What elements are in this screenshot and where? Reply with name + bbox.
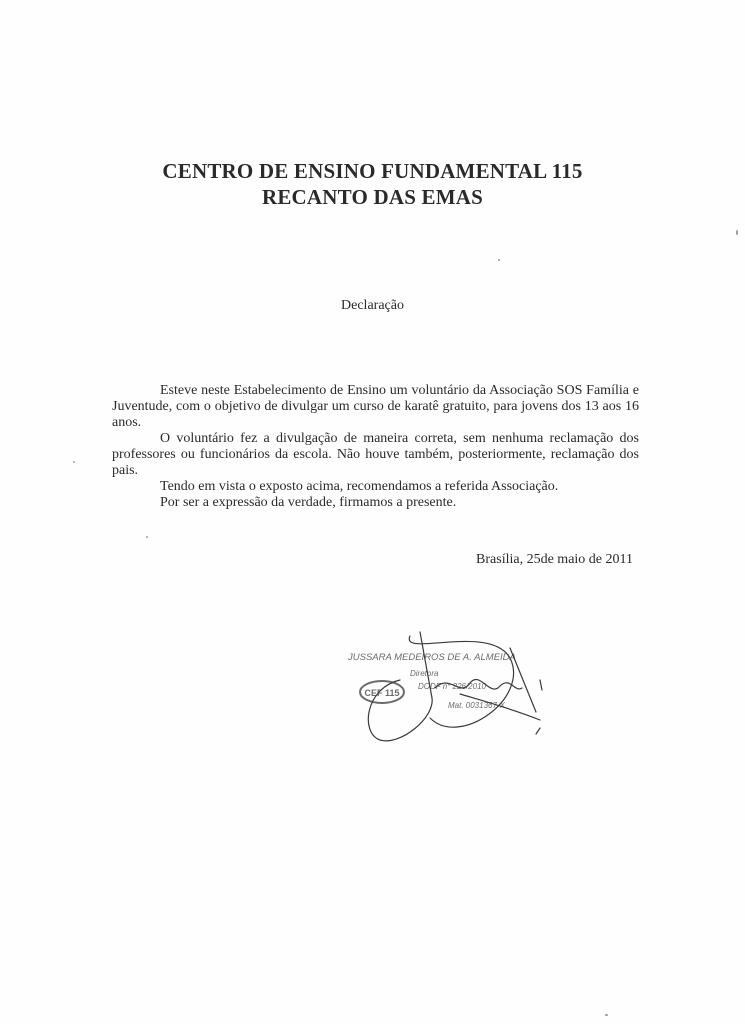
handwritten-signature xyxy=(368,632,542,741)
document-title: Declaração xyxy=(341,298,404,313)
paper-speck xyxy=(736,230,738,235)
stamp-name: JUSSARA MEDEIROS DE A. ALMEIDA xyxy=(348,652,516,663)
paper-speck xyxy=(605,1014,608,1016)
paper-speck xyxy=(73,461,75,463)
date-line: Brasília, 25de maio de 2011 xyxy=(476,552,633,567)
logo-text: CEF 115 xyxy=(364,688,400,698)
paragraph-intro: Esteve neste Estabelecimento de Ensino um voluntário da Associação SOS Família e Juventude, com o objetivo de divulgar um curso de karatê gratuito, para jovens dos 13 aos 16 anos. xyxy=(112,383,639,430)
paragraph-recommendation: Tendo em vista o exposto acima, recomendamos a referida Associação. xyxy=(160,479,559,494)
paragraph-conduct: O voluntário fez a divulgação de maneira correta, sem nenhuma reclamação dos professores ou funcionários da escola. Não houve também, posteriormente, reclamação dos pais. xyxy=(112,431,639,478)
paper-speck xyxy=(498,259,500,261)
paper-speck xyxy=(146,536,148,538)
school-location-heading: RECANTO DAS EMAS xyxy=(261,185,483,209)
stamp-role: Diretora xyxy=(410,669,439,678)
school-name-heading: CENTRO DE ENSINO FUNDAMENTAL 115 xyxy=(162,159,583,183)
signature-stamp xyxy=(340,628,560,748)
declaration-body xyxy=(112,383,639,511)
stamp-mat: Mat. 0031367-X xyxy=(448,701,505,710)
paragraph-closing: Por ser a expressão da verdade, firmamos a presente. xyxy=(160,495,457,510)
stamp-dodf: DODF n° 226/2010 xyxy=(418,682,486,691)
school-logo-icon xyxy=(360,681,404,703)
